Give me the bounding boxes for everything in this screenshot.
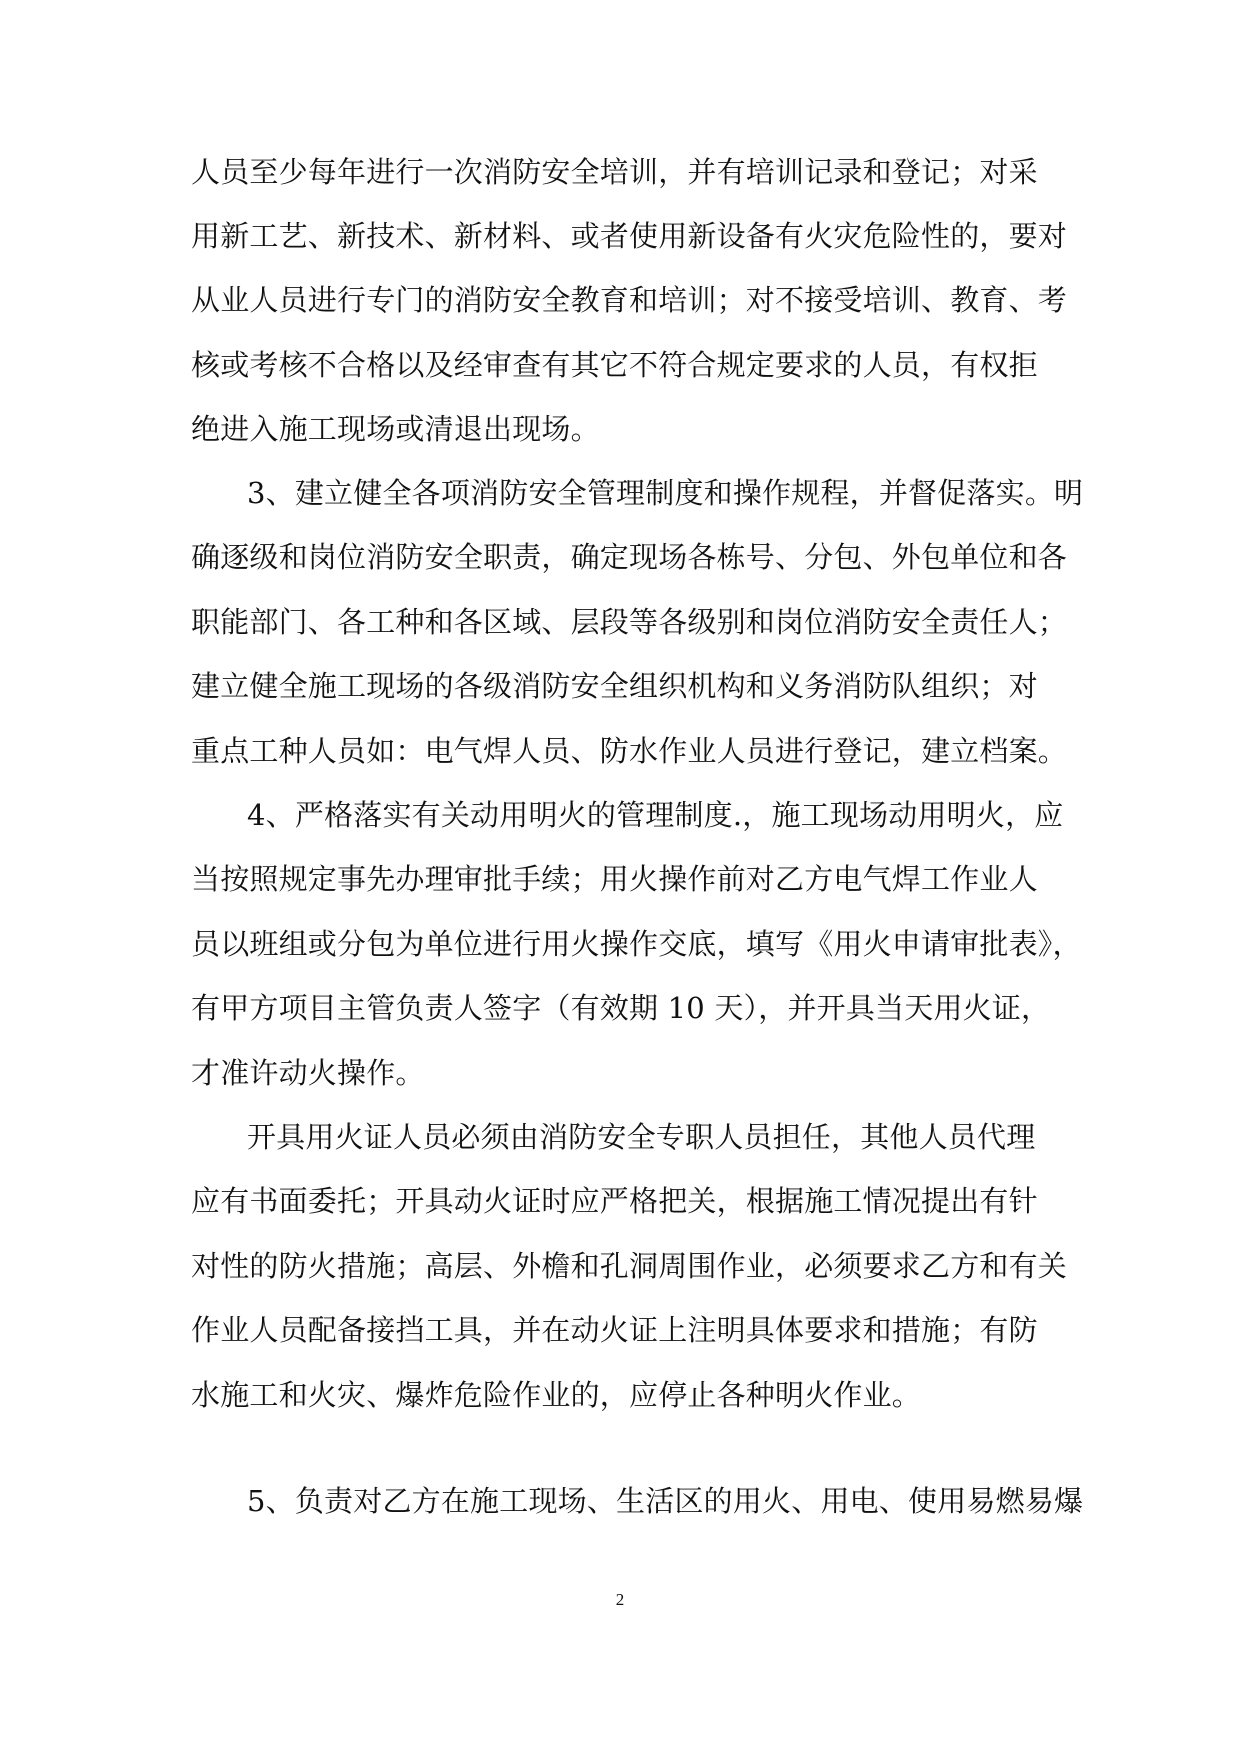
text-line: 才准许动火操作。 xyxy=(191,1056,425,1090)
text-line: 用新工艺、新技术、新材料、或者使用新设备有火灾危险性的，要对 xyxy=(191,219,1068,253)
text-line: 确逐级和岗位消防安全职责，确定现场各栋号、分包、外包单位和各 xyxy=(191,540,1068,574)
text-line: 5、负责对乙方在施工现场、生活区的用火、用电、使用易燃易爆 xyxy=(247,1484,1084,1518)
text-line: 对性的防火措施；高层、外檐和孔洞周围作业，必须要求乙方和有关 xyxy=(191,1249,1068,1283)
text-line: 职能部门、各工种和各区域、层段等各级别和岗位消防安全责任人； xyxy=(191,605,1068,639)
text-line: 开具用火证人员必须由消防安全专职人员担任，其他人员代理 xyxy=(247,1120,1036,1154)
text-line: 建立健全施工现场的各级消防安全组织机构和义务消防队组织；对 xyxy=(191,669,1038,703)
text-line: 水施工和火灾、爆炸危险作业的，应停止各种明火作业。 xyxy=(191,1378,922,1412)
text-line: 作业人员配备接挡工具，并在动火证上注明具体要求和措施；有防 xyxy=(191,1313,1038,1347)
text-line: 重点工种人员如：电气焊人员、防水作业人员进行登记，建立档案。 xyxy=(191,734,1068,768)
text-line: 绝进入施工现场或清退出现场。 xyxy=(191,412,600,446)
text-line: 3、建立健全各项消防安全管理制度和操作规程，并督促落实。明 xyxy=(247,476,1084,510)
text-line: 员以班组或分包为单位进行用火操作交底，填写《用火申请审批表》， xyxy=(191,927,1082,961)
text-line: 4、严格落实有关动用明火的管理制度.，施工现场动用明火，应 xyxy=(247,798,1064,832)
text-line: 人员至少每年进行一次消防安全培训，并有培训记录和登记；对采 xyxy=(191,155,1038,189)
text-line: 核或考核不合格以及经审查有其它不符合规定要求的人员，有权拒 xyxy=(191,348,1038,382)
text-line: 应有书面委托；开具动火证时应严格把关，根据施工情况提出有针 xyxy=(191,1184,1038,1218)
text-line: 从业人员进行专门的消防安全教育和培训；对不接受培训、教育、考 xyxy=(191,283,1068,317)
text-line: 有甲方项目主管负责人签字（有效期 10 天），并开具当天用火证， xyxy=(191,991,1051,1025)
page-number: 2 xyxy=(615,1590,625,1609)
text-line: 当按照规定事先办理审批手续；用火操作前对乙方电气焊工作业人 xyxy=(191,862,1038,896)
